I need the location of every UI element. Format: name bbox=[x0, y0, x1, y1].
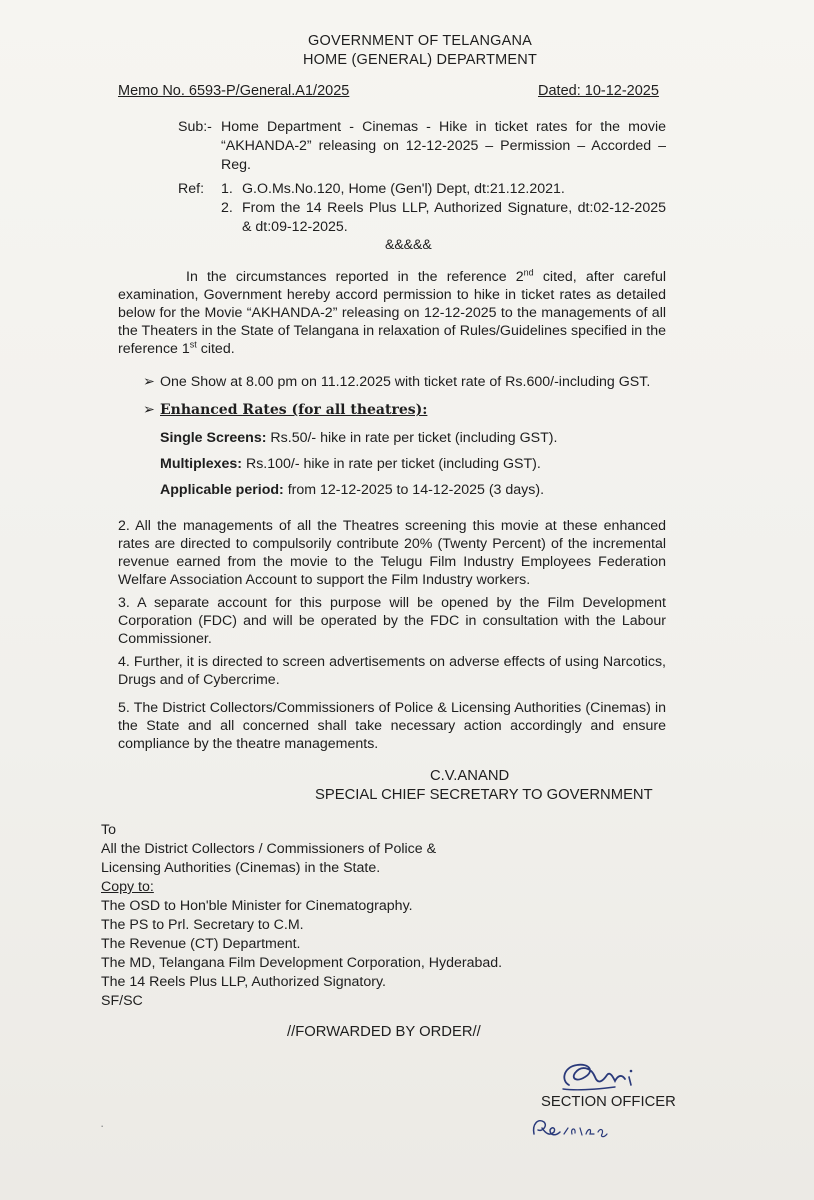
copy-recipient: The MD, Telangana Film Development Corporation, Hyderabad. bbox=[101, 955, 503, 971]
copy-recipient: The OSD to Hon'ble Minister for Cinematography. bbox=[101, 898, 413, 914]
reference-2-text: From the 14 Reels Plus LLP, Authorized Signature, dt:02-12-2025 & dt:09-12-2025. bbox=[242, 200, 666, 235]
copy-recipient: The PS to Prl. Secretary to C.M. bbox=[101, 917, 304, 933]
rate-single-screens: Single Screens: Rs.50/- hike in rate per ticket (including GST). bbox=[160, 430, 558, 446]
paragraph-5: 5. The District Collectors/Commissioners of Police & Licensing Authorities (Cinemas) in the State and all concerned shall take necessary action accordingly and ensure compliance by the theatre managements. bbox=[118, 700, 666, 752]
addressee-line-2: Licensing Authorities (Cinemas) in the State. bbox=[101, 860, 381, 876]
signatory-title: SPECIAL CHIEF SECRETARY TO GOVERNMENT bbox=[315, 787, 653, 803]
bullet-one-show: One Show at 8.00 pm on 11.12.2025 with ticket rate of Rs.600/-including GST. bbox=[160, 374, 651, 390]
paragraph-4: 4. Further, it is directed to screen advertisements on adverse effects of using Narcotics, Drugs and of Cybercrime. bbox=[118, 654, 666, 688]
enhanced-rates-heading: Enhanced Rates (for all theatres): bbox=[160, 402, 428, 418]
forwarded-by-order: //FORWARDED BY ORDER// bbox=[287, 1024, 481, 1040]
subject-text: Home Department - Cinemas - Hike in ticket rates for the movie “AKHANDA-2” releasing on 12-12-2025 – Permission – Accorded – Reg. bbox=[221, 119, 666, 173]
separator: &&&&& bbox=[385, 236, 432, 252]
copy-recipient: The 14 Reels Plus LLP, Authorized Signatory. bbox=[101, 974, 386, 990]
reference-1-number: 1. bbox=[221, 181, 233, 197]
applicable-period: Applicable period: from 12-12-2025 to 14-12-2025 (3 days). bbox=[160, 482, 545, 498]
memo-date: Dated: 10-12-2025 bbox=[538, 83, 659, 99]
paragraph-3: 3. A separate account for this purpose will be opened by the Film Development Corporation (FDC) and will be operated by the FDC in consultation with the Labour Commissioner. bbox=[118, 595, 666, 647]
addressee-line-1: All the District Collectors / Commissioners of Police & bbox=[101, 841, 437, 857]
margin-mark: · bbox=[100, 1118, 105, 1133]
reference-label: Ref: bbox=[178, 181, 205, 197]
reference-1-text: G.O.Ms.No.120, Home (Gen'l) Dept, dt:21.12.2021. bbox=[242, 181, 565, 197]
copy-to-label: Copy to: bbox=[101, 879, 154, 895]
rate-multiplexes: Multiplexes: Rs.100/- hike in rate per ticket (including GST). bbox=[160, 456, 541, 472]
department-heading: HOME (GENERAL) DEPARTMENT bbox=[302, 52, 538, 68]
subject-label: Sub:- bbox=[178, 119, 212, 135]
paragraph-2: 2. All the managements of all the Theatres screening this movie at these enhanced rates are directed to compulsorily contribute 20% (Twenty Percent) of the incremental revenue earned from the movie to the Telugu Film Industry Employees Federation Welfare Association Account to support the Film Industry workers. bbox=[118, 518, 666, 588]
handwritten-signature bbox=[555, 1055, 665, 1097]
handwritten-initials-date bbox=[528, 1114, 618, 1144]
copy-recipient: SF/SC bbox=[101, 993, 143, 1009]
bullet-marker: ➢ bbox=[143, 374, 155, 390]
reference-2-number: 2. bbox=[221, 200, 233, 216]
government-heading: GOVERNMENT OF TELANGANA bbox=[307, 33, 533, 49]
bullet-marker: ➢ bbox=[143, 402, 155, 418]
signatory-name: C.V.ANAND bbox=[430, 768, 510, 784]
paragraph-1: In the circumstances reported in the reference 2nd cited, after careful examination, Government hereby accord permission to hike in ticket rates as detailed below for the Movie “AKHANDA-2” releasing on 12-12-2025 to the managements of all the Theaters in the State of Telangana in relaxation of Rules/Guidelines specified in the reference 1st cited. bbox=[118, 267, 666, 357]
addressee-to: To bbox=[101, 822, 116, 838]
section-officer-label: SECTION OFFICER bbox=[541, 1094, 676, 1110]
copy-recipient: The Revenue (CT) Department. bbox=[101, 936, 301, 952]
memo-number: Memo No. 6593-P/General.A1/2025 bbox=[118, 83, 350, 99]
